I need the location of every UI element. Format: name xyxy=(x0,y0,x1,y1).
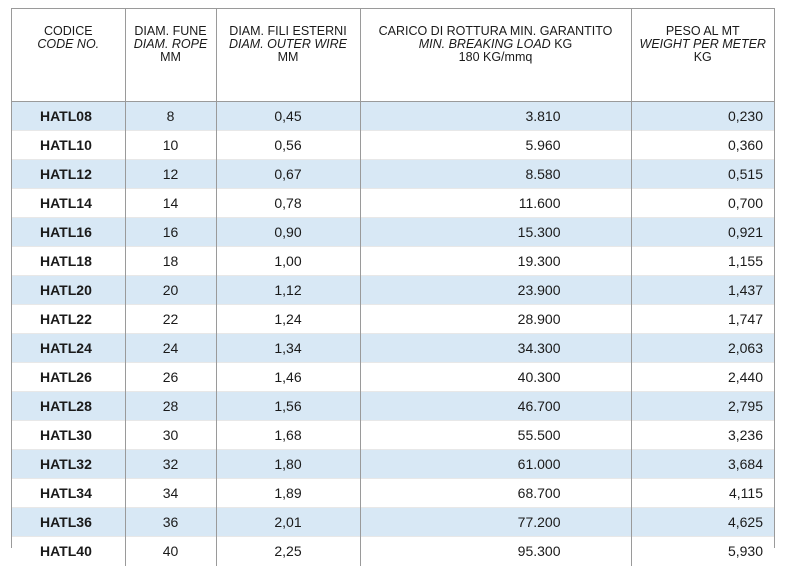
cell-outer-wire: 1,56 xyxy=(216,392,360,421)
cell-weight: 0,360 xyxy=(631,131,774,160)
cell-outer-wire: 2,25 xyxy=(216,537,360,566)
cell-rope-diameter: 26 xyxy=(125,363,216,392)
header-wire-it: DIAM. FILI ESTERNI xyxy=(229,24,347,38)
header-code-en: CODE NO. xyxy=(37,37,100,51)
cell-weight: 0,700 xyxy=(631,189,774,218)
cell-breaking-load: 68.700 xyxy=(360,479,631,508)
header-weight xyxy=(631,9,774,102)
header-rope-unit: MM xyxy=(160,50,181,64)
cell-breaking-load: 95.300 xyxy=(360,537,631,566)
table-row xyxy=(12,537,774,566)
cell-outer-wire: 0,78 xyxy=(216,189,360,218)
cell-weight: 2,440 xyxy=(631,363,774,392)
cell-weight: 1,747 xyxy=(631,305,774,334)
cell-code: HATL14 xyxy=(12,189,125,218)
header-load-it: CARICO DI ROTTURA MIN. GARANTITO xyxy=(378,24,613,38)
cell-code: HATL16 xyxy=(12,218,125,247)
header-rope-diameter xyxy=(125,9,216,102)
cell-weight: 1,437 xyxy=(631,276,774,305)
cell-code: HATL34 xyxy=(12,479,125,508)
table-row xyxy=(12,421,774,450)
table-row xyxy=(12,189,774,218)
cell-code: HATL22 xyxy=(12,305,125,334)
header-code xyxy=(12,9,125,102)
cell-breaking-load: 8.580 xyxy=(360,160,631,189)
cell-weight: 2,063 xyxy=(631,334,774,363)
cell-breaking-load: 23.900 xyxy=(360,276,631,305)
table-row xyxy=(12,334,774,363)
header-load-sub: 180 KG/mmq xyxy=(458,50,533,64)
header-rope-it: DIAM. FUNE xyxy=(134,24,207,38)
cell-outer-wire: 0,90 xyxy=(216,218,360,247)
table-row xyxy=(12,160,774,189)
header-code-it: CODICE xyxy=(43,24,93,38)
table-body xyxy=(12,102,774,566)
cell-outer-wire: 1,80 xyxy=(216,450,360,479)
header-rope-en: DIAM. ROPE xyxy=(133,37,208,51)
cell-rope-diameter: 28 xyxy=(125,392,216,421)
cell-breaking-load: 40.300 xyxy=(360,363,631,392)
cell-rope-diameter: 30 xyxy=(125,421,216,450)
cell-rope-diameter: 14 xyxy=(125,189,216,218)
cell-rope-diameter: 10 xyxy=(125,131,216,160)
cell-code: HATL20 xyxy=(12,276,125,305)
cell-outer-wire: 1,34 xyxy=(216,334,360,363)
table-row xyxy=(12,276,774,305)
cell-rope-diameter: 8 xyxy=(125,102,216,131)
header-weight-unit: KG xyxy=(693,50,712,64)
table-row xyxy=(12,363,774,392)
cell-breaking-load: 55.500 xyxy=(360,421,631,450)
cell-code: HATL08 xyxy=(12,102,125,131)
cell-breaking-load: 28.900 xyxy=(360,305,631,334)
cell-code: HATL32 xyxy=(12,450,125,479)
cell-weight: 4,115 xyxy=(631,479,774,508)
header-weight-it: PESO AL MT xyxy=(665,24,740,38)
cell-weight: 5,930 xyxy=(631,537,774,566)
header-load-en: MIN. BREAKING LOAD xyxy=(418,37,551,51)
cell-rope-diameter: 24 xyxy=(125,334,216,363)
table-header xyxy=(12,9,774,102)
table-row xyxy=(12,218,774,247)
cell-code: HATL18 xyxy=(12,247,125,276)
header-weight-en: WEIGHT PER METER xyxy=(639,37,766,51)
cell-outer-wire: 0,67 xyxy=(216,160,360,189)
cell-outer-wire: 1,00 xyxy=(216,247,360,276)
cell-rope-diameter: 18 xyxy=(125,247,216,276)
cell-weight: 3,236 xyxy=(631,421,774,450)
cell-outer-wire: 0,56 xyxy=(216,131,360,160)
table-row xyxy=(12,102,774,131)
cell-outer-wire: 1,89 xyxy=(216,479,360,508)
cell-breaking-load: 77.200 xyxy=(360,508,631,537)
rope-spec-table xyxy=(12,9,774,566)
cell-rope-diameter: 22 xyxy=(125,305,216,334)
cell-rope-diameter: 34 xyxy=(125,479,216,508)
cell-weight: 4,625 xyxy=(631,508,774,537)
cell-code: HATL40 xyxy=(12,537,125,566)
cell-breaking-load: 3.810 xyxy=(360,102,631,131)
cell-breaking-load: 61.000 xyxy=(360,450,631,479)
cell-rope-diameter: 20 xyxy=(125,276,216,305)
table-row xyxy=(12,131,774,160)
cell-weight: 0,921 xyxy=(631,218,774,247)
cell-code: HATL36 xyxy=(12,508,125,537)
cell-weight: 3,684 xyxy=(631,450,774,479)
cell-breaking-load: 46.700 xyxy=(360,392,631,421)
cell-rope-diameter: 16 xyxy=(125,218,216,247)
header-wire-en: DIAM. OUTER WIRE xyxy=(228,37,348,51)
cell-outer-wire: 2,01 xyxy=(216,508,360,537)
header-wire-unit: MM xyxy=(277,50,299,64)
cell-breaking-load: 15.300 xyxy=(360,218,631,247)
cell-weight: 0,515 xyxy=(631,160,774,189)
table-row xyxy=(12,508,774,537)
header-outer-wire xyxy=(216,9,360,102)
header-breaking-load xyxy=(360,9,631,102)
cell-rope-diameter: 40 xyxy=(125,537,216,566)
cell-rope-diameter: 32 xyxy=(125,450,216,479)
cell-code: HATL12 xyxy=(12,160,125,189)
cell-outer-wire: 1,24 xyxy=(216,305,360,334)
table-row xyxy=(12,479,774,508)
cell-rope-diameter: 12 xyxy=(125,160,216,189)
cell-code: HATL26 xyxy=(12,363,125,392)
table-row xyxy=(12,247,774,276)
header-load-unit: KG xyxy=(550,37,573,51)
cell-rope-diameter: 36 xyxy=(125,508,216,537)
table-row xyxy=(12,392,774,421)
cell-breaking-load: 11.600 xyxy=(360,189,631,218)
table-row xyxy=(12,305,774,334)
table-row xyxy=(12,450,774,479)
cell-code: HATL24 xyxy=(12,334,125,363)
cell-breaking-load: 5.960 xyxy=(360,131,631,160)
cell-weight: 1,155 xyxy=(631,247,774,276)
cell-outer-wire: 1,46 xyxy=(216,363,360,392)
cell-code: HATL30 xyxy=(12,421,125,450)
header-row xyxy=(12,9,774,102)
cell-breaking-load: 19.300 xyxy=(360,247,631,276)
cell-weight: 0,230 xyxy=(631,102,774,131)
cell-code: HATL10 xyxy=(12,131,125,160)
cell-code: HATL28 xyxy=(12,392,125,421)
cell-outer-wire: 1,68 xyxy=(216,421,360,450)
cell-breaking-load: 34.300 xyxy=(360,334,631,363)
cell-outer-wire: 0,45 xyxy=(216,102,360,131)
rope-spec-table-container xyxy=(11,8,775,560)
cell-weight: 2,795 xyxy=(631,392,774,421)
cell-outer-wire: 1,12 xyxy=(216,276,360,305)
